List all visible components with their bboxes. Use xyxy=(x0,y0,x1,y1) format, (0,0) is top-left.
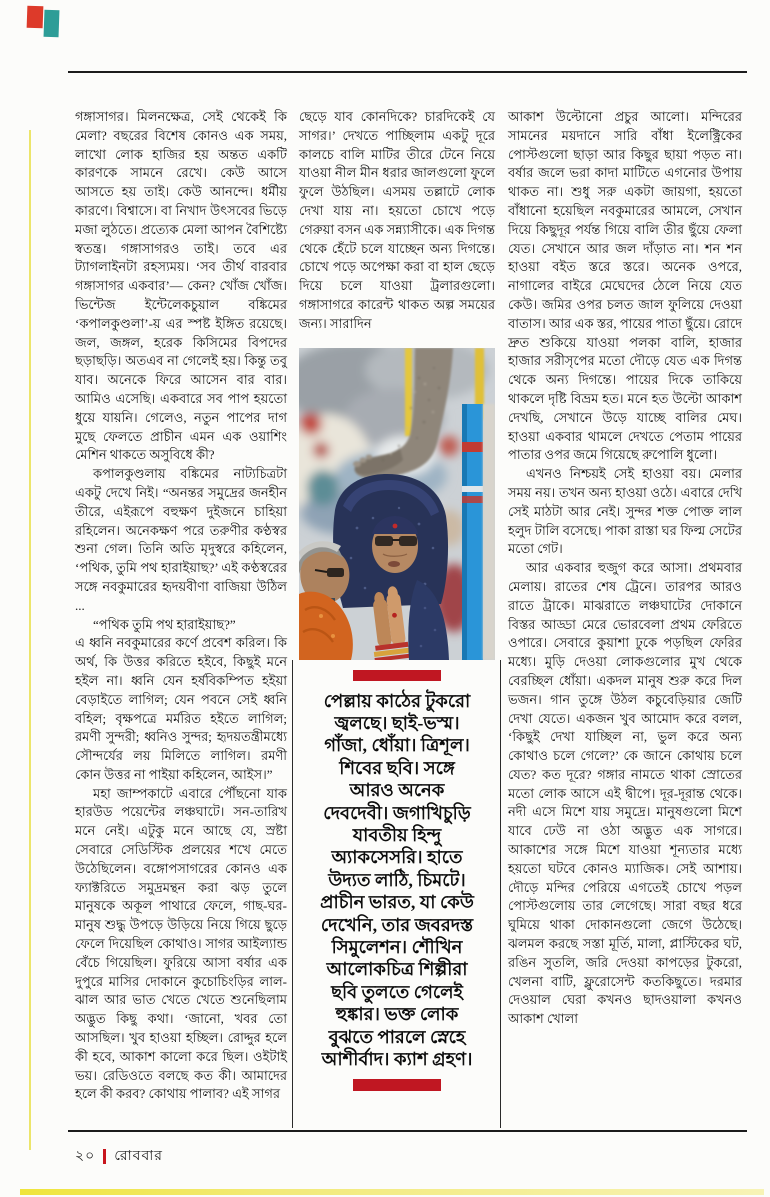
scan-corner-mark-red xyxy=(27,6,44,29)
pullquote xyxy=(299,690,495,1071)
right-column xyxy=(508,108,742,1029)
middle-column xyxy=(299,108,495,1091)
body-paragraph: এখনও নিশ্চয়ই সেই হাওয়া বয়। মেলার সময় নয়। তখন অন্য হাওয়া ওঠে। এবারে দেখি সেই মাঠটা আর নেই। সুন্দর শক্ত পোক্ত লাল হলুদ টালি বসেছে। পাকা রাস্তা ঘর ফিল্ম সেটের মতো গেট। xyxy=(508,466,742,557)
pullquote-line: আলোকচিত্র শিল্পীরা xyxy=(326,959,468,980)
body-paragraph: মহা জাম্পকাটে এবারে পৌঁছনো যাক হারউড পয়েন্টের লঞ্চঘাটে। সন-তারিখ মনে নেই। এটুকু মনে আছে যে, স্রষ্টা সেবারে সেডিস্টিক প্রলয়ের শখে মেতে উঠেছিলেন। বঙ্গোপসাগরের কোনও এক ফ্যাক্টরিতে সমুদ্রমন্থন করা ঝড় তুলে মানুষকে অকূল পাথারে ফেলে, গাছ-ঘর-মানুষ শুদ্ধু উপড়ে উড়িয়ে নিয়ে গিয়ে ছুড়ে ফেলে দিয়েছিল কোথাও। সাগর আইল্যান্ড বেঁচে গিয়েছিল। ফুরিয়ে আসা বর্ষার এক দুপুরে মাসির দোকানে কুচোচিংড়ির লাল-ঝাল আর ভাত খেতে খেতে শুনেছিলাম অদ্ভুত কিছু কথা। ‘জানো, খবর তো আসছিল। খুব হাওয়া হচ্ছিল। রোদ্দুর হলে কী হবে, আকাশ কালো করে ছিল। ওইটাই ভয়। রেডিওতে বলছে কত কী। আমাদের হলে কী করব? কোথায় পালাব? এই সাগর xyxy=(75,785,287,1102)
photo-blue-pole xyxy=(462,404,483,660)
scan-edge-strip-left xyxy=(29,130,31,1150)
scan-edge-strip-bottom xyxy=(20,1189,764,1195)
scan-corner-mark-teal xyxy=(44,10,60,38)
photo-yellow-pole xyxy=(405,348,412,436)
pullquote-line: ছবি তুলতে গেলেই xyxy=(331,981,463,1002)
body-paragraph: ছেড়ে যাব কোনদিকে? চারদিকেই যে সাগর।’ দেখতে পাচ্ছিলাম একটু দূরে কালচে বালি মাটির তীরে টেনে নিয়ে যাওয়া নীল মীন ধরার জালগুলো ফুলে ফুলে উঠছিল। এসময় তল্লাটে লোক দেখা যায় না। হয়তো চোখে পড়ে গেরুয়া বসন এক সন্ন্যাসীকে। এক দিগন্ত থেকে হেঁটে চলে যাচ্ছেন অন্য দিগন্তে। চোখে পড়ে অপেক্ষা করা বা হাল ছেড়ে দিয়ে চলে যাওয়া ট্রলারগুলো। গঙ্গাসাগরে কারেন্ট থাকত অল্প সময়ের জন্য। সারাদিন xyxy=(299,109,495,331)
bottom-rule xyxy=(68,1130,747,1132)
pullquote-line: উদ্যত লাঠি, চিমটে। xyxy=(328,869,466,890)
pullquote-bottom-bar xyxy=(353,1079,441,1091)
body-paragraph: কপালকুণ্ডলায় বঙ্কিমের নাট্যচিত্রটা একটু দেখে নিই। “অনন্তর সমুদ্রের জনহীন তীরে, এইরূপে বহুক্ষণ দুইজনে চাহিয়া রহিলেন। অনেকক্ষণ পরে তরুণীর কণ্ঠস্বর শুনা গেল। তিনি অতি মৃদুস্বরে কহিলেন, ‘পথিক, তুমি পথ হারাইয়াছ?’ এই কণ্ঠস্বরের সঙ্গে নবকুমারের হৃদয়বীণা বাজিয়া উঠিল ... xyxy=(75,466,287,613)
pullquote-line: যাবতীয় হিন্দু xyxy=(352,825,442,845)
left-column xyxy=(75,108,287,1104)
pullquote-line: আশীর্বাদ। ক্যাশ গ্রহণ। xyxy=(321,1049,473,1070)
magazine-name: রোববার xyxy=(114,1149,164,1164)
body-paragraph: আকাশ উল্টোনো প্রচুর আলো। মন্দিরের সামনের ময়দানে সারি বাঁধা ইলেক্ট্রিকের পোস্টগুলো ছাড়া আর কিছুর ছায়া পড়ত না। বর্ষার জলে ভরা কাদা মাটিতে এগনোর উপায় থাকত না। শুধু সরু একটা জায়গা, হয়তো বাঁধানো হয়েছিল নবকুমারের আমলে, সেখান দিয়ে কিছুদূর পর্যন্ত গিয়ে বালি তীর ছুঁয়ে ফেলা যেত। সেখানে আর জল দাঁড়াত না। শন শন হাওয়া বইত স্তরে স্তরে। অনেক ওপরে, নাগালের বাইরে মেঘেদের ঠেলে নিয়ে যেত কেউ। জমির ওপর চলত জাল ফুলিয়ে দেওয়া বাতাস। আর এক স্তর, পায়ের পাতা ছুঁয়ে। রোদে দ্রুত শুকিয়ে যাওয়া পলকা বালি, হাজার হাজার সরীসৃপের মতো দৌড়ে যেত এক দিগন্ত থেকে অন্য দিগন্তে। পায়ের দিকে তাকিয়ে থাকলে দৃষ্টি বিভ্রম হত। মনে হত উল্টো আকাশ দেখছি, সেখানে উড়ে যাচ্ছে বালির মেঘ। হাওয়া একবার থামলে দেখতে পেতাম পায়ের পাতার ওপর জমে গিয়েছে রুপোলি ধুলো। xyxy=(508,109,742,463)
pullquote-top-bar xyxy=(353,670,441,681)
page-footer xyxy=(75,1144,163,1168)
pullquote-line: পেল্লায় কাঠের টুকরো xyxy=(323,690,471,711)
top-rule xyxy=(68,71,747,73)
pullquote-line: আরও অনেক xyxy=(349,780,445,801)
footer-separator xyxy=(103,1149,106,1164)
pullquote-line: অ্যাকসেসরি। হাতে xyxy=(331,847,463,868)
pullquote-line: দেখেনি, তার জবরদস্ত xyxy=(320,914,474,935)
body-paragraph: গঙ্গাসাগর। মিলনক্ষেত্র, সেই থেকেই কি মেলা? বছরের বিশেষ কোনও এক সময়, লাখো লোক হাজির হয় অন্তত একটি কারণকে সামনে রেখে। কেউ আসে আসতে হয় তাই। কেউ আনন্দে। ধর্মীয় কারণে। বিশ্বাসে। বা নিখাদ উৎসবের ভিড়ে মজা লুঠতে। প্রত্যেক মেলা আপন বৈশিষ্ট্যে স্বতন্ত্র। গঙ্গাসাগরও তাই। তবে এর ট্যাগলাইনটা রহস্যময়। ‘সব তীর্থ বারবার গঙ্গাসাগর একবার’— কেন? খোঁজ খোঁজ। ভিন্টেজ ইন্টেলেকচুয়াল বঙ্কিমের ‘কপালকুণ্ডলা’-য় এর স্পষ্ট ইঙ্গিত রয়েছে। জল, জঙ্গল, হরেক কিসিমের বিপদের ছড়াছড়ি। অতএব না গেলেই হয়। কিন্তু তবু যাব। অনেকে ফিরে আসেন বার বার। আমিও এসেছি। একবারে সব পাপ হয়তো ধুয়ে যায়নি। গেলেও, নতুন পাপের দাগ মুছে ফেলতে প্রাচীন এমন এক ওয়াশিং মেশিন থাকতে অসুবিধে কী? xyxy=(75,109,287,463)
pullquote-line: বুঝতে পারলে স্নেহে xyxy=(328,1026,466,1047)
pullquote-line: জ্বলছে। ছাই-ভস্ম। xyxy=(334,712,460,733)
pullquote-line: প্রাচীন ভারত, যা কেউ xyxy=(320,892,474,913)
body-paragraph: এ ধ্বনি নবকুমারের কর্ণে প্রবেশ করিল। কি অর্থ, কি উত্তর করিতে হইবে, কিছুই মনে হইল না। ধ্বনি যেন হর্ষবিকম্পিত হইয়া বেড়াইতে লাগিল; যেন পবনে সেই ধ্বনি বহিল; বৃক্ষপত্রে মর্মরিত হইতে লাগিল; রমণী সুন্দরী; ধ্বনিও সুন্দর; হৃদয়তন্ত্রীমধ্যে সৌন্দর্যের লয় মিলিতে লাগিল। রমণী কোন উত্তর না পাইয়া কহিলেন, আইস।” xyxy=(75,635,287,782)
photo-pilgrim-blessing xyxy=(299,348,495,660)
pullquote-line: শিবের ছবি। সঙ্গে xyxy=(339,757,455,778)
body-paragraph: আর একবার হুজুগ করে আসা। প্রথমবার মেলায়। রাতের শেষ ট্রেনে। তারপর আরও রাতে ট্রাকে। মাঝরাতে লঞ্চঘাটের দোকানে বিস্তর আড্ডা মেরে ভোরবেলা প্রথম ফেরিতে ওপারে। সেবারে কুয়াশা ঢুকে পড়ছিল ফেরির মধ্যে। মুড়ি দেওয়া লোকগুলোর মুখ থেকে বেরচ্ছিল ধোঁয়া। একদল মানুষ শুরু করে দিল ভজন। গান তুঙ্গে উঠল কচুবেড়িয়ার জেটি দেখা যেতে। একজন খুব আমোদ করে বলল, ‘কিছুই দেখা যাচ্ছিল না, ভুল করে অন্য কোথাও চলে গেলে?’ কে জানে কোথায় চলে যেত? কত দূরে? গঙ্গার নামতে থাকা স্রোতের মতো লোক আসে এই দ্বীপে। দূর-দূরান্ত থেকে। নদী এসে মিশে যায় সমুদ্রে। মানুষগুলো মিশে যাবে ঢেউ না ওঠা অদ্ভুত এক সাগরে। আকাশের সঙ্গে মিশে যাওয়া শূন্যতার মধ্যে হয়তো ঘটবে কোনও ম্যাজিক। সেই আশায়। দৌড়ে মন্দির পেরিয়ে এগতেই চোখে পড়ল পোস্টগুলোয় তার লেগেছে। সারা বছর ধরে ঘুমিয়ে থাকা দোকানগুলো জেগে উঠেছে। ঝলমল করছে সস্তা মূর্তি, মালা, প্লাস্টিকের ঘট, রঙিন সুতলি, জরি দেওয়া কাপড়ের টুকরো, খেলনা বাটি, ফ্লুরোসেন্ট কতকিছুতে। দরমার দেওয়াল ঘেরা কখনও ছাদওয়ালা কখনও আকাশ খোলা xyxy=(508,560,742,1027)
pullquote-line: সিমুলেশন। শৌখিন xyxy=(331,937,463,958)
pullquote-line: দেবদেবী। জগাখিচুড়ি xyxy=(323,802,471,823)
page-number: ২০ xyxy=(75,1149,96,1164)
pullquote-line: গাঁজা, ধোঁয়া। ত্রিশূল। xyxy=(324,735,470,756)
body-paragraph-quote-line: “পথিক তুমি পথ হারাইয়াছ?” xyxy=(93,616,236,632)
column-separator-left xyxy=(292,660,293,1128)
pullquote-line: হুঙ্কার। ভক্ত লোক xyxy=(335,1004,459,1025)
column-separator-right xyxy=(500,660,501,1128)
